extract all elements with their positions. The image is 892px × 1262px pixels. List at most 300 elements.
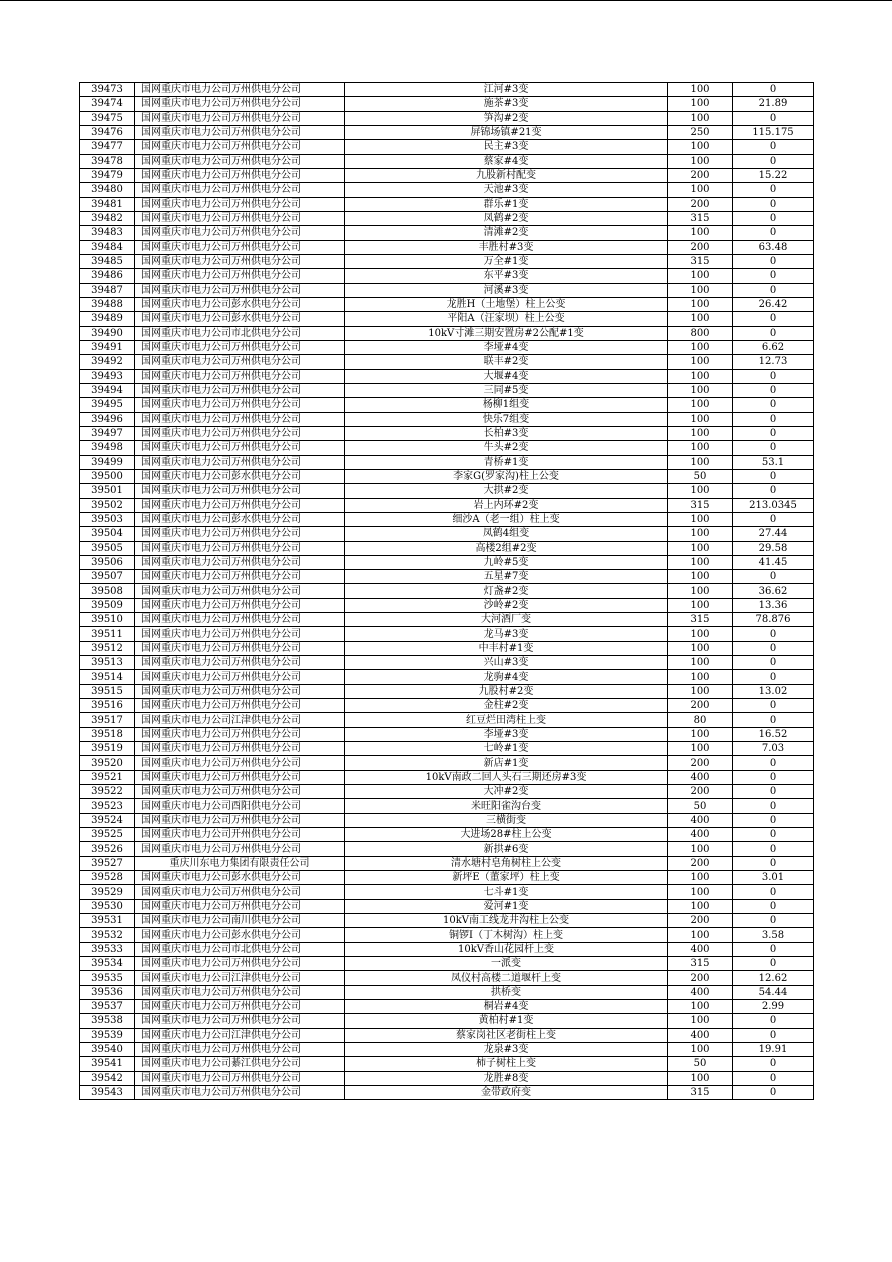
company-cell: 国网重庆市电力公司万州供电分公司 (135, 83, 345, 97)
capacity-cell: 315 (668, 613, 733, 627)
capacity-cell: 100 (668, 355, 733, 369)
capacity-cell: 100 (668, 183, 733, 197)
row-id-cell: 39502 (80, 498, 135, 512)
transformer-name-cell: 万全#1变 (345, 254, 668, 268)
table-row (80, 111, 814, 125)
load-value-cell: 0 (733, 656, 814, 670)
load-value-cell: 0 (733, 1085, 814, 1099)
table-row (80, 125, 814, 139)
capacity-cell: 100 (668, 312, 733, 326)
transformer-name-cell: 天池#3变 (345, 183, 668, 197)
company-cell: 国网重庆市电力公司万州供电分公司 (135, 383, 345, 397)
table-row (80, 971, 814, 985)
company-cell: 国网重庆市电力公司万州供电分公司 (135, 369, 345, 383)
load-value-cell: 15.22 (733, 168, 814, 182)
row-id-cell: 39488 (80, 297, 135, 311)
capacity-cell: 100 (668, 1042, 733, 1056)
capacity-cell: 200 (668, 240, 733, 254)
company-cell: 国网重庆市电力公司万州供电分公司 (135, 899, 345, 913)
load-value-cell: 0 (733, 197, 814, 211)
load-value-cell: 0 (733, 1057, 814, 1071)
row-id-cell: 39482 (80, 211, 135, 225)
table-row (80, 312, 814, 326)
row-id-cell: 39475 (80, 111, 135, 125)
load-value-cell: 0 (733, 398, 814, 412)
load-value-cell: 0 (733, 226, 814, 240)
company-cell: 国网重庆市电力公司万州供电分公司 (135, 398, 345, 412)
capacity-cell: 100 (668, 484, 733, 498)
capacity-cell: 100 (668, 283, 733, 297)
table-row (80, 555, 814, 569)
transformer-name-cell: 铜锣I（丁木树沟）柱上变 (345, 928, 668, 942)
load-value-cell: 0 (733, 83, 814, 97)
company-cell: 国网重庆市电力公司开州供电分公司 (135, 828, 345, 842)
row-id-cell: 39533 (80, 942, 135, 956)
company-cell: 国网重庆市电力公司万州供电分公司 (135, 1085, 345, 1099)
company-cell: 国网重庆市电力公司万州供电分公司 (135, 785, 345, 799)
table-row (80, 699, 814, 713)
page-top-rule (0, 0, 892, 1)
company-cell: 国网重庆市电力公司万州供电分公司 (135, 699, 345, 713)
table-row (80, 742, 814, 756)
row-id-cell: 39524 (80, 813, 135, 827)
capacity-cell: 100 (668, 512, 733, 526)
row-id-cell: 39532 (80, 928, 135, 942)
company-cell: 国网重庆市电力公司万州供电分公司 (135, 441, 345, 455)
load-value-cell: 0 (733, 813, 814, 827)
capacity-cell: 100 (668, 340, 733, 354)
capacity-cell: 100 (668, 598, 733, 612)
table-row (80, 584, 814, 598)
capacity-cell: 50 (668, 1057, 733, 1071)
capacity-cell: 100 (668, 412, 733, 426)
load-value-cell: 0 (733, 369, 814, 383)
transformer-name-cell: 牛头#2变 (345, 441, 668, 455)
company-cell: 国网重庆市电力公司万州供电分公司 (135, 598, 345, 612)
capacity-cell: 400 (668, 828, 733, 842)
row-id-cell: 39522 (80, 785, 135, 799)
row-id-cell: 39526 (80, 842, 135, 856)
row-id-cell: 39519 (80, 742, 135, 756)
transformer-name-cell: 10kV南政二回人头石三期还房#3变 (345, 770, 668, 784)
capacity-cell: 100 (668, 226, 733, 240)
load-value-cell: 13.36 (733, 598, 814, 612)
table-row (80, 254, 814, 268)
transformer-name-cell: 九股村#2变 (345, 684, 668, 698)
table-row (80, 641, 814, 655)
row-id-cell: 39486 (80, 269, 135, 283)
load-value-cell: 0 (733, 856, 814, 870)
table-row (80, 369, 814, 383)
table-row (80, 785, 814, 799)
company-cell: 国网重庆市电力公司万州供电分公司 (135, 211, 345, 225)
capacity-cell: 400 (668, 942, 733, 956)
capacity-cell: 100 (668, 656, 733, 670)
table-row (80, 828, 814, 842)
company-cell: 国网重庆市电力公司万州供电分公司 (135, 527, 345, 541)
table-row (80, 97, 814, 111)
load-value-cell: 0 (733, 699, 814, 713)
table-row (80, 226, 814, 240)
row-id-cell: 39511 (80, 627, 135, 641)
company-cell: 国网重庆市电力公司万州供电分公司 (135, 412, 345, 426)
table-row (80, 283, 814, 297)
transformer-name-cell: 群乐#1变 (345, 197, 668, 211)
table-row (80, 340, 814, 354)
row-id-cell: 39539 (80, 1028, 135, 1042)
transformer-name-cell: 大河酒厂变 (345, 613, 668, 627)
capacity-cell: 100 (668, 154, 733, 168)
table-row (80, 727, 814, 741)
company-cell: 国网重庆市电力公司万州供电分公司 (135, 140, 345, 154)
table-row (80, 656, 814, 670)
row-id-cell: 39530 (80, 899, 135, 913)
transformer-name-cell: 九股新村配变 (345, 168, 668, 182)
capacity-cell: 100 (668, 842, 733, 856)
company-cell: 国网重庆市电力公司彭水供电分公司 (135, 928, 345, 942)
capacity-cell: 100 (668, 1000, 733, 1014)
company-cell: 国网重庆市电力公司万州供电分公司 (135, 684, 345, 698)
table-body (80, 83, 814, 1100)
transformer-name-cell: 长柏#3变 (345, 426, 668, 440)
capacity-cell: 200 (668, 914, 733, 928)
company-cell: 国网重庆市电力公司万州供电分公司 (135, 570, 345, 584)
company-cell: 国网重庆市电力公司万州供电分公司 (135, 168, 345, 182)
capacity-cell: 200 (668, 856, 733, 870)
load-value-cell: 0 (733, 441, 814, 455)
company-cell: 国网重庆市电力公司綦江供电分公司 (135, 1057, 345, 1071)
transformer-name-cell: 高楼2组#2变 (345, 541, 668, 555)
company-cell: 国网重庆市电力公司万州供电分公司 (135, 842, 345, 856)
load-value-cell: 0 (733, 512, 814, 526)
load-value-cell: 0 (733, 828, 814, 842)
row-id-cell: 39507 (80, 570, 135, 584)
row-id-cell: 39535 (80, 971, 135, 985)
load-value-cell: 6.62 (733, 340, 814, 354)
load-value-cell: 0 (733, 383, 814, 397)
table-row (80, 813, 814, 827)
table-row (80, 197, 814, 211)
load-value-cell: 0 (733, 670, 814, 684)
company-cell: 国网重庆市电力公司万州供电分公司 (135, 541, 345, 555)
capacity-cell: 200 (668, 197, 733, 211)
row-id-cell: 39499 (80, 455, 135, 469)
capacity-cell: 800 (668, 326, 733, 340)
transformer-name-cell: 新拱#6变 (345, 842, 668, 856)
table-row (80, 985, 814, 999)
transformer-name-cell: 拱桥变 (345, 985, 668, 999)
capacity-cell: 100 (668, 269, 733, 283)
load-value-cell: 0 (733, 785, 814, 799)
company-cell: 国网重庆市电力公司彭水供电分公司 (135, 312, 345, 326)
load-value-cell: 0 (733, 770, 814, 784)
table-row (80, 455, 814, 469)
transformer-name-cell: 龙马#3变 (345, 627, 668, 641)
table-row (80, 684, 814, 698)
load-value-cell: 7.03 (733, 742, 814, 756)
table-row (80, 799, 814, 813)
transformer-name-cell: 凤仪村高楼二道堰杆上变 (345, 971, 668, 985)
company-cell: 国网重庆市电力公司市北供电分公司 (135, 942, 345, 956)
table-row (80, 426, 814, 440)
load-value-cell: 16.52 (733, 727, 814, 741)
company-cell: 国网重庆市电力公司万州供电分公司 (135, 355, 345, 369)
load-value-cell: 0 (733, 312, 814, 326)
transformer-name-cell: 红豆烂田湾柱上变 (345, 713, 668, 727)
load-value-cell: 0 (733, 326, 814, 340)
table-row (80, 326, 814, 340)
company-cell: 国网重庆市电力公司彭水供电分公司 (135, 297, 345, 311)
row-id-cell: 39516 (80, 699, 135, 713)
row-id-cell: 39496 (80, 412, 135, 426)
capacity-cell: 100 (668, 97, 733, 111)
table-row (80, 885, 814, 899)
capacity-cell: 315 (668, 211, 733, 225)
transformer-name-cell: 大进场28#柱上公变 (345, 828, 668, 842)
table-row (80, 240, 814, 254)
capacity-cell: 50 (668, 799, 733, 813)
load-value-cell: 29.58 (733, 541, 814, 555)
transformer-name-cell: 平阳A（汪家坝）柱上公变 (345, 312, 668, 326)
load-value-cell: 63.48 (733, 240, 814, 254)
row-id-cell: 39506 (80, 555, 135, 569)
table-row (80, 1071, 814, 1085)
transformer-name-cell: 青桥#1变 (345, 455, 668, 469)
company-cell: 国网重庆市电力公司万州供电分公司 (135, 254, 345, 268)
company-cell: 国网重庆市电力公司万州供电分公司 (135, 197, 345, 211)
capacity-cell: 315 (668, 498, 733, 512)
row-id-cell: 39473 (80, 83, 135, 97)
transformer-name-cell: 凤鹤#2变 (345, 211, 668, 225)
capacity-cell: 100 (668, 1014, 733, 1028)
table-row (80, 1028, 814, 1042)
capacity-cell: 100 (668, 527, 733, 541)
transformer-name-cell: 清滩#2变 (345, 226, 668, 240)
row-id-cell: 39523 (80, 799, 135, 813)
table-row (80, 512, 814, 526)
load-value-cell: 0 (733, 469, 814, 483)
table-row (80, 183, 814, 197)
company-cell: 国网重庆市电力公司万州供电分公司 (135, 885, 345, 899)
table-row (80, 383, 814, 397)
row-id-cell: 39480 (80, 183, 135, 197)
row-id-cell: 39531 (80, 914, 135, 928)
company-cell: 国网重庆市电力公司万州供电分公司 (135, 1014, 345, 1028)
row-id-cell: 39490 (80, 326, 135, 340)
transformer-name-cell: 10kV香山花园杆上变 (345, 942, 668, 956)
row-id-cell: 39527 (80, 856, 135, 870)
capacity-cell: 200 (668, 699, 733, 713)
company-cell: 国网重庆市电力公司万州供电分公司 (135, 97, 345, 111)
table-row (80, 527, 814, 541)
transformer-name-cell: 联丰#2变 (345, 355, 668, 369)
transformer-name-cell: 细沙A（老一组）柱上变 (345, 512, 668, 526)
capacity-cell: 100 (668, 899, 733, 913)
load-value-cell: 19.91 (733, 1042, 814, 1056)
load-value-cell: 0 (733, 942, 814, 956)
row-id-cell: 39536 (80, 985, 135, 999)
capacity-cell: 100 (668, 885, 733, 899)
load-value-cell: 12.62 (733, 971, 814, 985)
transformer-name-cell: 兴山#3变 (345, 656, 668, 670)
load-value-cell: 13.02 (733, 684, 814, 698)
company-cell: 国网重庆市电力公司万州供电分公司 (135, 656, 345, 670)
table-row (80, 154, 814, 168)
load-value-cell: 36.62 (733, 584, 814, 598)
load-value-cell: 0 (733, 154, 814, 168)
company-cell: 国网重庆市电力公司万州供电分公司 (135, 111, 345, 125)
row-id-cell: 39529 (80, 885, 135, 899)
load-value-cell: 0 (733, 799, 814, 813)
transformer-name-cell: 李家G(罗家沟)柱上公变 (345, 469, 668, 483)
row-id-cell: 39508 (80, 584, 135, 598)
load-value-cell: 0 (733, 957, 814, 971)
load-value-cell: 0 (733, 140, 814, 154)
transformer-name-cell: 快乐7组变 (345, 412, 668, 426)
company-cell: 国网重庆市电力公司南川供电分公司 (135, 914, 345, 928)
transformer-name-cell: 屏锦场镇#21变 (345, 125, 668, 139)
load-value-cell: 41.45 (733, 555, 814, 569)
transformer-name-cell: 新店#1变 (345, 756, 668, 770)
company-cell: 国网重庆市电力公司万州供电分公司 (135, 1071, 345, 1085)
table-row (80, 713, 814, 727)
company-cell: 国网重庆市电力公司江津供电分公司 (135, 1028, 345, 1042)
capacity-cell: 100 (668, 83, 733, 97)
table-row (80, 756, 814, 770)
load-value-cell: 0 (733, 269, 814, 283)
row-id-cell: 39520 (80, 756, 135, 770)
company-cell: 国网重庆市电力公司万州供电分公司 (135, 1042, 345, 1056)
capacity-cell: 100 (668, 584, 733, 598)
table-row (80, 842, 814, 856)
load-value-cell: 0 (733, 211, 814, 225)
company-cell: 国网重庆市电力公司万州供电分公司 (135, 727, 345, 741)
row-id-cell: 39541 (80, 1057, 135, 1071)
capacity-cell: 315 (668, 254, 733, 268)
company-cell: 国网重庆市电力公司市北供电分公司 (135, 326, 345, 340)
company-cell: 国网重庆市电力公司万州供电分公司 (135, 957, 345, 971)
load-value-cell: 0 (733, 914, 814, 928)
transformer-name-cell: 灯盏#2变 (345, 584, 668, 598)
capacity-cell: 100 (668, 742, 733, 756)
company-cell: 国网重庆市电力公司江津供电分公司 (135, 971, 345, 985)
table-row (80, 140, 814, 154)
capacity-cell: 100 (668, 555, 733, 569)
capacity-cell: 100 (668, 398, 733, 412)
company-cell: 国网重庆市电力公司酉阳供电分公司 (135, 799, 345, 813)
capacity-cell: 100 (668, 297, 733, 311)
load-value-cell: 0 (733, 899, 814, 913)
capacity-cell: 100 (668, 383, 733, 397)
transformer-name-cell: 柿子树柱上变 (345, 1057, 668, 1071)
table-row (80, 441, 814, 455)
company-cell: 国网重庆市电力公司万州供电分公司 (135, 584, 345, 598)
capacity-cell: 80 (668, 713, 733, 727)
load-value-cell: 0 (733, 254, 814, 268)
table-row (80, 269, 814, 283)
capacity-cell: 100 (668, 541, 733, 555)
load-value-cell: 0 (733, 183, 814, 197)
transformer-name-cell: 三横街变 (345, 813, 668, 827)
load-value-cell: 78.876 (733, 613, 814, 627)
capacity-cell: 100 (668, 670, 733, 684)
table-row (80, 1085, 814, 1099)
capacity-cell: 200 (668, 756, 733, 770)
row-id-cell: 39505 (80, 541, 135, 555)
transformer-table (79, 82, 814, 1100)
table-row (80, 83, 814, 97)
load-value-cell: 0 (733, 283, 814, 297)
company-cell: 国网重庆市电力公司万州供电分公司 (135, 670, 345, 684)
company-cell: 国网重庆市电力公司万州供电分公司 (135, 240, 345, 254)
row-id-cell: 39501 (80, 484, 135, 498)
capacity-cell: 315 (668, 1085, 733, 1099)
transformer-name-cell: 施茶#3变 (345, 97, 668, 111)
capacity-cell: 50 (668, 469, 733, 483)
capacity-cell: 100 (668, 928, 733, 942)
table-row (80, 957, 814, 971)
row-id-cell: 39514 (80, 670, 135, 684)
load-value-cell: 0 (733, 484, 814, 498)
table-row (80, 1000, 814, 1014)
company-cell: 国网重庆市电力公司万州供电分公司 (135, 226, 345, 240)
capacity-cell: 100 (668, 684, 733, 698)
company-cell: 国网重庆市电力公司万州供电分公司 (135, 340, 345, 354)
load-value-cell: 0 (733, 641, 814, 655)
transformer-name-cell: 10kV寸滩三期安置房#2公配#1变 (345, 326, 668, 340)
transformer-name-cell: 河溪#3变 (345, 283, 668, 297)
table-row (80, 1057, 814, 1071)
transformer-name-cell: 东平#3变 (345, 269, 668, 283)
transformer-name-cell: 沙岭#2变 (345, 598, 668, 612)
table-row (80, 484, 814, 498)
row-id-cell: 39510 (80, 613, 135, 627)
capacity-cell: 200 (668, 785, 733, 799)
company-cell: 国网重庆市电力公司万州供电分公司 (135, 125, 345, 139)
capacity-cell: 100 (668, 426, 733, 440)
row-id-cell: 39538 (80, 1014, 135, 1028)
company-cell: 国网重庆市电力公司万州供电分公司 (135, 154, 345, 168)
transformer-name-cell: 九岭#5变 (345, 555, 668, 569)
capacity-cell: 100 (668, 871, 733, 885)
company-cell: 国网重庆市电力公司万州供电分公司 (135, 613, 345, 627)
row-id-cell: 39542 (80, 1071, 135, 1085)
company-cell: 国网重庆市电力公司万州供电分公司 (135, 283, 345, 297)
row-id-cell: 39512 (80, 641, 135, 655)
company-cell: 国网重庆市电力公司万州供电分公司 (135, 455, 345, 469)
load-value-cell: 0 (733, 756, 814, 770)
row-id-cell: 39479 (80, 168, 135, 182)
table-row (80, 355, 814, 369)
company-cell: 国网重庆市电力公司万州供电分公司 (135, 555, 345, 569)
table-row (80, 627, 814, 641)
load-value-cell: 0 (733, 885, 814, 899)
row-id-cell: 39474 (80, 97, 135, 111)
load-value-cell: 0 (733, 111, 814, 125)
load-value-cell: 213.0345 (733, 498, 814, 512)
transformer-name-cell: 龙胜H（土地堡）柱上公变 (345, 297, 668, 311)
row-id-cell: 39497 (80, 426, 135, 440)
row-id-cell: 39481 (80, 197, 135, 211)
row-id-cell: 39491 (80, 340, 135, 354)
company-cell: 国网重庆市电力公司万州供电分公司 (135, 498, 345, 512)
capacity-cell: 100 (668, 727, 733, 741)
load-value-cell: 27.44 (733, 527, 814, 541)
row-id-cell: 39476 (80, 125, 135, 139)
transformer-name-cell: 中丰村#1变 (345, 641, 668, 655)
row-id-cell: 39528 (80, 871, 135, 885)
table-row (80, 1014, 814, 1028)
